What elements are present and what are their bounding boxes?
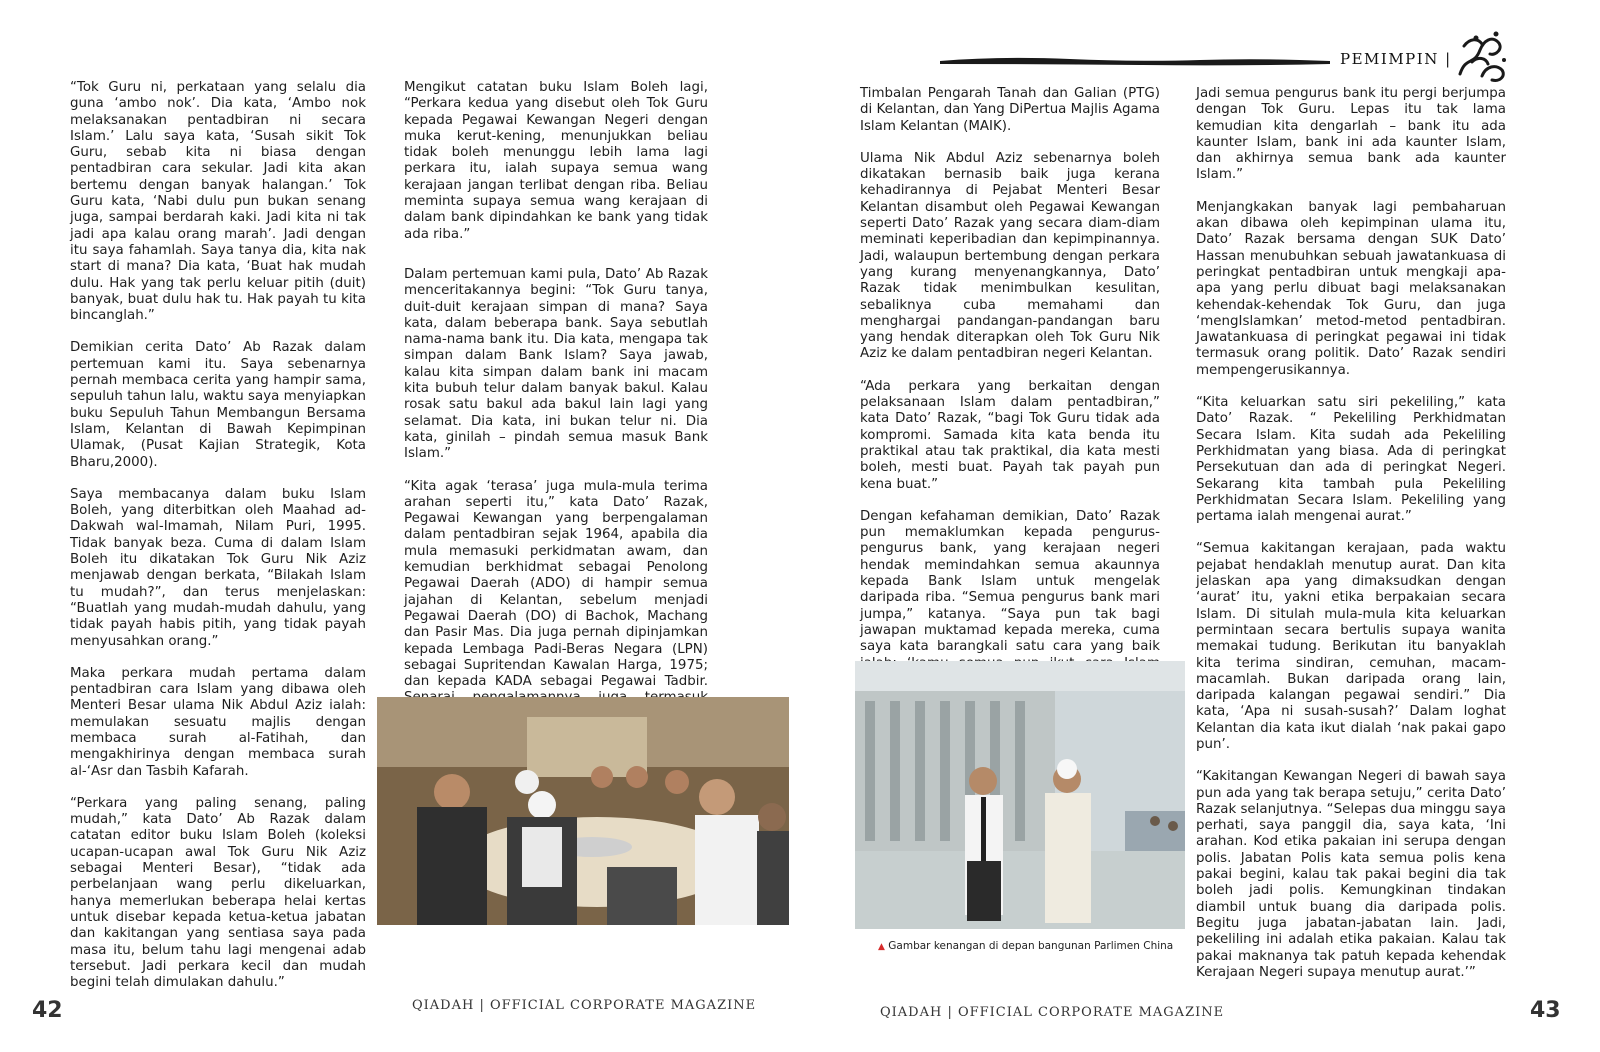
page-number-right: 43 — [1530, 998, 1561, 1023]
paragraph: Dengan kefahaman demikian, Dato’ Razak pun memaklumkan kepada pengurus-pengurus bank, yang kerajaan negeri hendak memindahkan semua akaunnya kepada Bank Islam untuk mengelak daripada riba. “Semua pengurus bank mari jumpa,” katanya. “Saya pun tak bagi jawapan muktamad kepada mereka, cuma saya kata barangkali satu cara yang baik — [860, 508, 1160, 655]
paragraph: Saya membacanya dalam buku Islam Boleh, yang diterbitkan oleh Maahad ad-Dakwah wal-Imamah, Nilam Puri, 1995. Tidak banyak beza. Cuma di dalam Islam Boleh itu dikatakan Tok Guru Nik Aziz menjawab dengan berkata, “Bilakah Islam tu mudah?”, dan terus menjelaskan: “Buatlah yang mudah-mudah dahulu, yang tidak payah habis pitih, yang tidak payah menyusahkan orang.” — [70, 486, 366, 649]
paragraph: “Ada perkara yang berkaitan dengan pelaksanaan Islam dalam pentadbiran,” kata Dato’ Razak, “bagi Tok Guru tidak ada kompromi. Samada kita kata benda itu praktikal atau tak praktikal, dia kata mesti boleh, mesti buat. Payah tak payah pun kena buat.” — [860, 378, 1160, 492]
paragraph: Maka perkara mudah pertama dalam pentadbiran cara Islam yang dibawa oleh Menteri Besar ulama Nik Abdul Aziz ialah: memulakan sesuatu majlis dengan membaca surah al-Fatihah, dan mengakhirinya dengan membaca surah al-‘Asr dan Tasbih Kafarah. — [70, 665, 366, 779]
article-column-2 — [404, 80, 708, 723]
article-column-4 — [1196, 86, 1506, 981]
brush-stroke-divider — [940, 54, 1330, 68]
page-number-left: 42 — [32, 998, 63, 1023]
paragraph: Demikian cerita Dato’ Ab Razak dalam pertemuan kami itu. Saya sebenarnya pernah membaca cerita yang hampir sama, sepuluh tahun lalu, waktu saya menyiapkan buku Sepuluh Tahun Membangun Bersama Islam, Kelantan di Bawah Kepimpinan Ulamak, (Pusat Kajian Strategik, Kota Bharu,2000). — [70, 340, 366, 470]
paragraph: “Perkara yang paling senang, paling mudah,” kata Dato’ Ab Razak dalam catatan editor buku Islam Boleh (koleksi ucapan-ucapan awal Tok Guru Nik Aziz sebagai Menteri Besar), “tidak ada perbelanjaan wang perlu dikeluarkan, hanya memerlukan beberapa helai kertas untuk disebar kepada ketua-ketua jabatan dan kakitangan yang sentiasa saya pada masa itu, belum tahu lagi mengenai adab tersebut. Jadi perkara kecil dan mudah begini telah dimulakan dahulu.” — [70, 795, 366, 991]
paragraph: “Kita agak ‘terasa’ juga mula-mula terima arahan seperti itu,” kata Dato’ Razak, Pegawai Kewangan yang berpengalaman dalam pentadbiran sejak 1964, apabila dia mula memasuki perkidmatan awam, dan kemudian berkhidmat sebagai Penolong Pegawai Daerah (ADO) di hampir semua jajahan di Kelantan, sebelum menjadi Pegawai Daerah (DO) di Bachok, Machang dan Pasir Mas. Dia juga pernah dipinjamkan kepada Lembaga Padi-Beras Negara (LPN) sebagai Supritendan Kawalan Harga, 1975; dan kepada KADA sebagai Pegawai Tadbir. — [404, 478, 708, 690]
article-column-3 — [860, 86, 1160, 688]
article-column-1 — [70, 80, 366, 991]
caption-marker-icon: ▲ — [878, 942, 885, 952]
paragraph: Timbalan Pengarah Tanah dan Galian (PTG) di Kelantan, dan Yang DiPertua Majlis Agama Islam Kelantan (MAIK). — [860, 86, 1160, 134]
paragraph: Ulama Nik Abdul Aziz sebenarnya boleh dikatakan bernasib baik juga kerana kehadirannya di Pejabat Menteri Besar Kelantan disambut oleh Pegawai Kewangan seperti Dato’ Razak yang secara diam-diam meminati keperibadian dan kepimpinannya. Jadi, walaupun bertembung dengan perkara yang kurang menyenangkannya, Dato’ Razak tidak menimbulkan kesulitan, sebaliknya cuba memahami dan menghargai pandangan-pandangan baru yang hendak diterapkan oleh Tok Guru Nik Aziz ke dalam pentadbiran negeri Kelantan. — [860, 150, 1160, 362]
footer-left: QIADAH | OFFICIAL CORPORATE MAGAZINE — [412, 998, 757, 1013]
photo-dinner-gathering — [377, 697, 789, 925]
paragraph: “Tok Guru ni, perkataan yang selalu dia guna ‘ambo nok’. Dia kata, ‘Ambo nok melaksanakan pentadbiran ni secara Islam.’ Lalu saya kata, ‘Susah sikit Tok Guru, sebab kita ni biasa dengan pentadbiran cara sekular. Jadi kita akan bertemu dengan banyak halangan.’ Tok Guru kata, ‘Nabi dulu pun bukan senang juga, sampai berdarah kaki. Jadi kita ni tak jadi apa kalau orang marah’. Jadi dengan itu saya fahamlah. Saya tanya dia, kita nak start di mana? Dia kata, ‘Buat hak mudah dulu. Hak yang tak perlu keluar pitih (duit) banyak, buat dulu hak tu. Hak payah tu kita bincanglah.” — [70, 80, 366, 324]
calligraphy-logo-icon — [1452, 26, 1514, 88]
paragraph: “Semua kakitangan kerajaan, pada waktu pejabat hendaklah menutup aurat. Dan kita jelaskan apa yang dimaksudkan dengan ‘aurat’ itu, yakni etika berpakaian secara Islam. Di situlah mula-mula kita keluarkan permintaan secara bertulis supaya wanita memakai tudung. Berikutan itu banyaklah kita terima sindiran, cemuhan, macam-macamlah. Bukan daripada orang lain, daripada kalangan pegawai sendiri.” Dia kata, ‘Apa ni susah-susah?’ Dalam loghat Kelantan dia kata ikut dialah ‘nak pakai gapo pun’. — [1196, 541, 1506, 752]
paragraph: Mengikut catatan buku Islam Boleh lagi, “Perkara kedua yang disebut oleh Tok Guru kepada Pegawai Kewangan Negeri dengan muka kerut-kening, menunjukkan beliau tidak boleh menunggu lebih lama lagi perkara itu, ialah supaya semua wang kerajaan jangan terlibat dengan riba. Beliau meminta supaya semua wang kerajaan di dalam bank dipindahkan ke bank yang tidak ada riba.” — [404, 80, 708, 242]
photo-parliament-china — [855, 661, 1185, 929]
paragraph: Dalam pertemuan kami pula, Dato’ Ab Razak menceritakannya begini: “Tok Guru tanya, duit-duit kerajaan simpan di mana? Saya kata, dalam beberapa bank. Saya sebutlah nama-nama bank itu. Dia kata, mengapa tak simpan dalam Bank Islam? Saya jawab, kalau kita simpan dalam bank ini macam kita bubuh telur dalam banyak bakul. Kalau rosak satu bakul ada bakul lain lagi yang selamat. Dia kata, ini bukan telur ni. Dia kata, ginilah – pindah semua masuk Bank Islam.” — [404, 266, 708, 462]
paragraph: Jadi semua pengurus bank itu pergi berjumpa dengan Tok Guru. Lepas itu tak lama kemudian kita dengarlah – bank itu ada kaunter Islam, bank ini ada kaunter Islam, dan akhirnya semua bank ada kaunter Islam.” — [1196, 86, 1506, 183]
photo-caption — [878, 940, 1173, 952]
footer-right: QIADAH | OFFICIAL CORPORATE MAGAZINE — [880, 1005, 1225, 1020]
paragraph: “Kakitangan Kewangan Negeri di bawah saya pun ada yang tak berapa setuju,” cerita Dato’ Razak selanjutnya. “Selepas dua minggu saya perhati, saya panggil dia, saya kata, ‘Ini arahan. Kod etika pakaian ini serupa dengan polis. Jabatan Polis kata semua polis kena pakai begini, kalau tak pakai begini dia tak boleh jadi polis. Kemungkinan tindakan diambil untuk buang dia daripada polis. Begitu juga jabatan-jabatan lain. Jadi, pekeliling ini adalah etika pakaian. Kalau tak pakai maknanya tak patuh kepada kehendak Kerajaan Negeri supaya menutup aurat.’” — [1196, 769, 1507, 980]
paragraph: Menjangkakan banyak lagi pembaharuan akan dibawa oleh kepimpinan ulama itu, Dato’ Razak bersama dengan SUK Dato’ Hassan menubuhkan sebuah jawatankuasa di peringkat pentadbiran untuk mengkaji apa-apa yang perlu dibuat bagi melaksanakan kehendak-kehendak Tok Guru, dan juga ‘mengIslamkan’ metod-metod pentadbiran. Jawatankuasa di peringkat pegawai ini tidak termasuk orang politik. Dato’ Razak sendiri mempengerusikannya. — [1196, 199, 1506, 378]
caption-text: Gambar kenangan di depan bangunan Parlimen China — [888, 940, 1174, 952]
paragraph: “Kita keluarkan satu siri pekeliling,” kata Dato’ Razak. “ Pekeliling Perkhidmatan Secara Islam. Kita sudah ada Pekeliling Perkhidmatan yang biasa. Ada di peringkat Persekutuan dan ada di peringkat Negeri. Sekarang kita tambah pula Pekeliling Perkhidmatan Secara Islam. Pekeliling yang pertama ialah mengenai aurat.” — [1196, 395, 1506, 525]
section-header: PEMIMPIN | — [1340, 50, 1452, 68]
